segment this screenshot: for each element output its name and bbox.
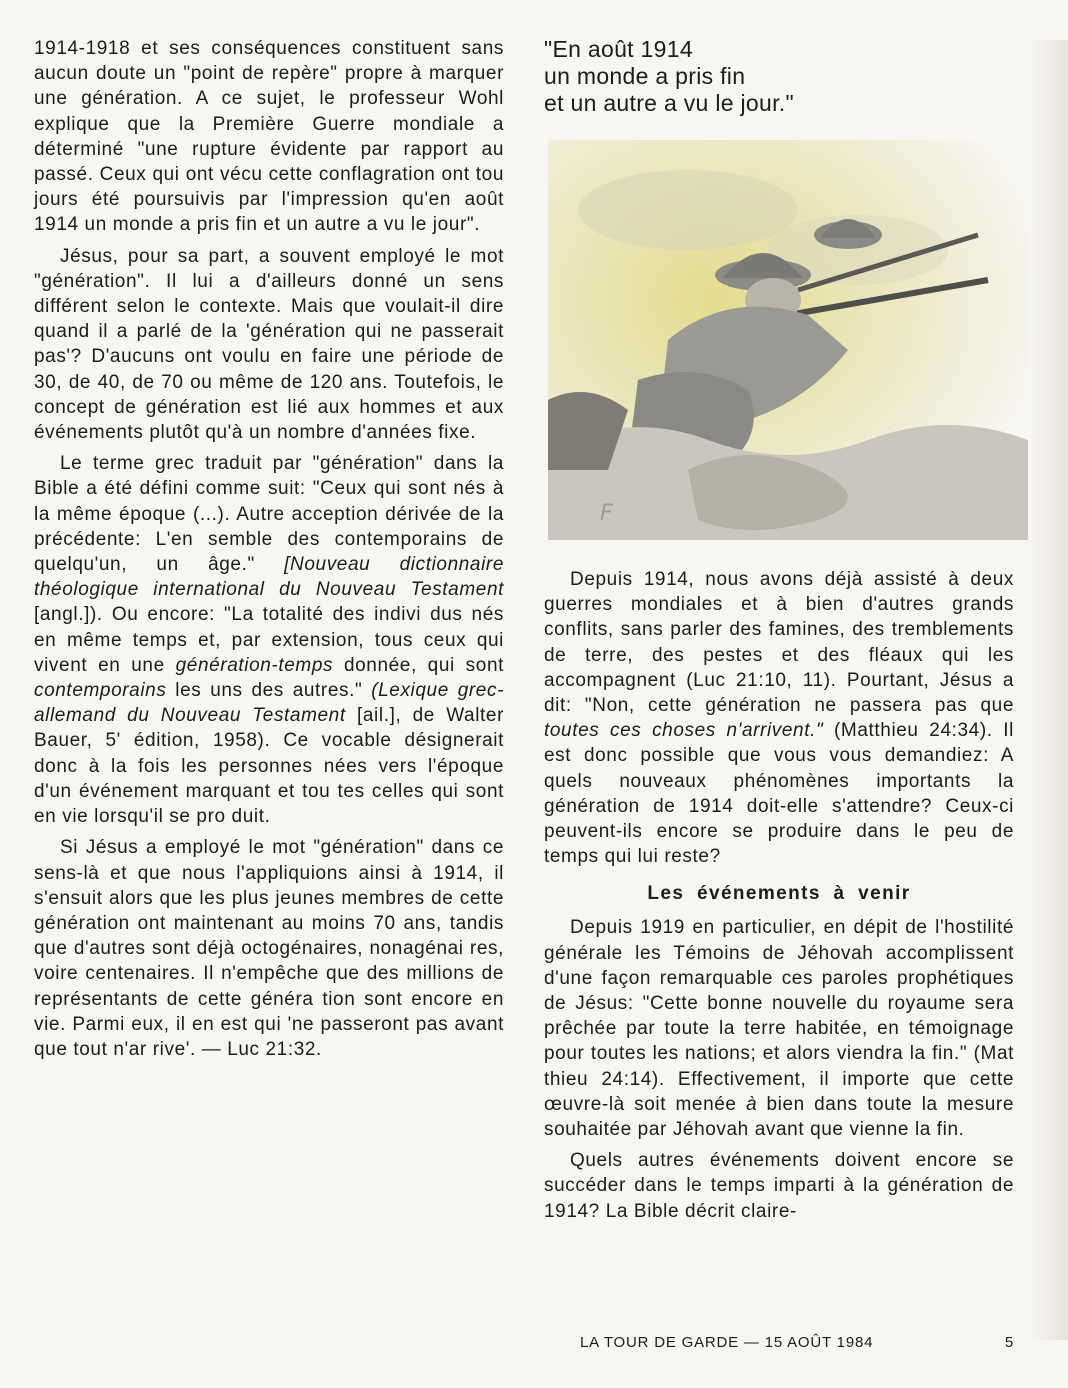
- page-edge-shadow: [1030, 40, 1068, 1340]
- paragraph: 1914-1918 et ses conséquences constituent sans aucun doute un "point de repère" propre à marquer une génération. A ce sujet, le professeur Wohl explique que la Première Guerre mondiale a déterminé "une rupture évidente par rapport au passé. Ceux qui ont vécu cette conflagration ont tou jours été poursuivis par l'impression qu'en août 1914 un monde a pris fin et un autre a vu le jour".: [34, 38, 504, 236]
- text-run: bien dans toute la mesure souhaitée par Jéhovah avant que vienne la fin.: [544, 1093, 1014, 1141]
- text-run: donnée, qui sont: [333, 654, 504, 676]
- page-footer: [580, 1334, 1014, 1351]
- page-number: 5: [1004, 1334, 1014, 1351]
- publication-title: LA TOUR DE GARDE — 15 AOÛT 1984: [580, 1334, 874, 1351]
- pull-quote-line: un monde a pris fin: [544, 63, 746, 89]
- text-run: Depuis 1914, nous avons déjà assisté à deux guerres mondiales et à bien d'autres grands conflits, sans parler des famines, des tremblements de terre, des pestes et des fléaux qui les accompagnent (Luc 21:10, 11). Pourtant, Jésus a dit: "Non, cette génération ne passera pas que: [544, 569, 1014, 717]
- paragraph: Jésus, pour sa part, a souvent employé le mot "génération". Il lui a d'ailleurs donné un sens différent selon le contexte. Mais que voulait-il dire quand il a parlé de la 'génération qui ne passerait pas'? D'aucuns ont voulu en faire une période de 30, de 40, de 70 ou même de 120 ans. Toutefois, le concept de génération est lié aux hommes et aux événements plutôt qu'à un nombre d'années fixe.: [34, 245, 504, 444]
- paragraph: [544, 915, 1014, 1142]
- text-run: (Matthieu 24:34). Il est donc possible que vous vous demandiez: A quels nouveaux phénomènes importants la génération de 1914 doit-elle s'attendre? Ceux-ci peuvent-ils encore se produire dans le peu de temps qui lui reste?: [544, 720, 1015, 868]
- citation-italic: [Nouveau dictionnaire théologique international du Nouveau Testament: [34, 554, 504, 601]
- emphasis-italic: contemporains: [34, 680, 167, 702]
- emphasis-italic: à: [745, 1093, 758, 1115]
- text-run: les uns des autres.": [166, 680, 372, 702]
- section-subheading: Les événements à venir: [647, 883, 911, 905]
- text-run: [ail.], de Walter Bauer, 5' édition, 1958). Ce vocable désignerait donc à la fois les personnes nées vers l'époque d'un événement marquant et tou tes celles qui sont en vie lorsqu'il se pro duit.: [34, 705, 504, 828]
- pull-quote-line: et un autre a vu le jour.": [544, 90, 794, 116]
- pull-quote-line: "En août 1914: [544, 36, 693, 62]
- paragraph: [544, 567, 1014, 869]
- left-column: [34, 36, 504, 1068]
- text-run: [angl.]). Ou encore: "La totalité des indivi dus nés en même temps et, par extension, tous ceux qui vivent en une: [34, 604, 504, 676]
- quote-italic: toutes ces choses n'arrivent.": [544, 720, 824, 742]
- text-run: Depuis 1919 en particulier, en dépit de l'hostilité générale les Témoins de Jéhovah accomplissent d'une façon remarquable ces paroles prophétiques de Jésus: "Cette bonne nouvelle du royaume sera prêchée par toute la terre habitée, en témoignage pour toutes les nations; et alors viendra la fin." (Mat thieu 24:14). Effectivement, il importe que cette œuvre-là soit menée: [544, 917, 1014, 1115]
- paragraph: Si Jésus a employé le mot "génération" dans ce sens-là et que nous l'appliquions ainsi à 1914, il s'ensuit alors que les plus jeunes membres de cette génération ont maintenant au moins 70 ans, tandis que d'autres sont déjà octogénaires, nonagénai res, voire centenaires. Il n'empêche que des millions de représentants de cette généra tion sont encore en vie. Parmi eux, il en est qui 'ne passeront pas avant que tout n'ar rive'. — Luc 21:32.: [34, 837, 504, 1060]
- pull-quote: [544, 36, 844, 117]
- citation-italic: (Lexique grec-allemand du Nouveau Testament: [34, 680, 504, 727]
- emphasis-italic: génération-temps: [175, 654, 334, 676]
- paragraph: Quels autres événements doivent encore se succéder dans le temps imparti à la génération de 1914? La Bible décrit claire-: [544, 1150, 1014, 1222]
- paragraph: [34, 451, 504, 829]
- illustration-drawing: [548, 140, 1028, 540]
- right-column: [544, 567, 1014, 1230]
- smoke-cloud: [578, 170, 798, 250]
- text-run: Le terme grec traduit par "génération" dans la Bible a été défini comme suit: "Ceux qui sont nés à la même époque (...). Autre acception dérivée de la précédente: L'en semble des contemporains de quelqu'un, un âge.": [34, 453, 504, 576]
- soldiers-in-trench-illustration: [548, 140, 1028, 540]
- artist-signature: F: [600, 501, 613, 526]
